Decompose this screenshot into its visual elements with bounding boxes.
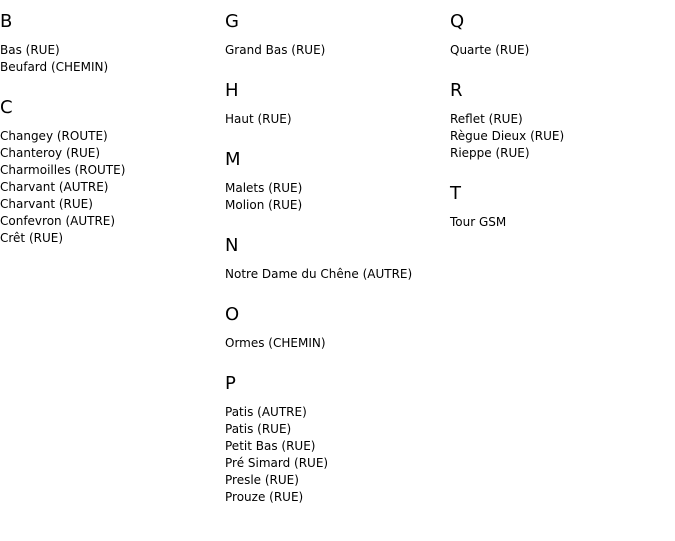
street-link[interactable]: Confevron (AUTRE): [0, 214, 116, 228]
street-link[interactable]: Charvant (RUE): [0, 197, 93, 211]
street-link[interactable]: Reflet (RUE): [450, 112, 523, 126]
group-spacer: [450, 162, 675, 172]
street-link[interactable]: Crêt (RUE): [0, 231, 64, 245]
letter-heading: M: [225, 149, 241, 170]
street-column: [225, 0, 450, 516]
group-spacer: [0, 76, 225, 86]
street-link[interactable]: Règue Dieux (RUE): [450, 129, 565, 143]
street-link[interactable]: Beufard (CHEMIN): [0, 60, 109, 74]
street-list: [0, 128, 225, 247]
letter-group-b: [0, 12, 225, 86]
street-column: [0, 0, 225, 257]
letter-group-r: [450, 81, 675, 172]
letter-heading: T: [450, 183, 461, 204]
street-link[interactable]: Quarte (RUE): [450, 43, 530, 57]
street-link[interactable]: Presle (RUE): [225, 473, 299, 487]
letter-heading: O: [225, 304, 240, 325]
street-link[interactable]: Patis (RUE): [225, 422, 292, 436]
group-spacer: [450, 231, 675, 241]
street-link[interactable]: Changey (ROUTE): [0, 129, 108, 143]
street-link[interactable]: Petit Bas (RUE): [225, 439, 316, 453]
group-spacer: [225, 352, 450, 362]
letter-group-t: [450, 184, 675, 241]
letter-heading: H: [225, 80, 239, 101]
street-link[interactable]: Ormes (CHEMIN): [225, 336, 326, 350]
letter-group-p: [225, 374, 450, 516]
street-list: [450, 111, 675, 162]
letter-group-m: [225, 150, 450, 224]
street-column: [450, 0, 675, 241]
letter-heading: P: [225, 373, 236, 394]
street-link[interactable]: Pré Simard (RUE): [225, 456, 329, 470]
street-list: [225, 42, 450, 59]
street-link[interactable]: Bas (RUE): [0, 43, 60, 57]
street-link[interactable]: Rieppe (RUE): [450, 146, 530, 160]
street-link[interactable]: Tour GSM: [450, 215, 507, 229]
street-link[interactable]: Chanteroy (RUE): [0, 146, 101, 160]
street-list: [225, 335, 450, 352]
group-spacer: [225, 283, 450, 293]
letter-group-n: [225, 236, 450, 293]
letter-group-g: [225, 12, 450, 69]
letter-group-c: [0, 98, 225, 257]
group-spacer: [0, 247, 225, 257]
street-link[interactable]: Notre Dame du Chêne (AUTRE): [225, 267, 413, 281]
letter-heading: N: [225, 235, 239, 256]
letter-heading: B: [0, 11, 13, 32]
group-spacer: [225, 506, 450, 516]
street-list: [450, 214, 675, 231]
street-link[interactable]: Haut (RUE): [225, 112, 292, 126]
street-list: [0, 42, 225, 76]
street-list: [225, 111, 450, 128]
group-spacer: [225, 214, 450, 224]
letter-heading: G: [225, 11, 239, 32]
letter-group-o: [225, 305, 450, 362]
letter-heading: R: [450, 80, 463, 101]
group-spacer: [450, 59, 675, 69]
letter-heading: C: [0, 97, 13, 118]
street-list: [225, 404, 450, 506]
street-link[interactable]: Patis (AUTRE): [225, 405, 307, 419]
letter-group-q: [450, 12, 675, 69]
street-list: [225, 266, 450, 283]
street-link[interactable]: Charvant (AUTRE): [0, 180, 109, 194]
street-link[interactable]: Molion (RUE): [225, 198, 303, 212]
letter-heading: Q: [450, 11, 465, 32]
street-link[interactable]: Malets (RUE): [225, 181, 303, 195]
street-link[interactable]: Prouze (RUE): [225, 490, 304, 504]
street-link[interactable]: Charmoilles (ROUTE): [0, 163, 126, 177]
letter-group-h: [225, 81, 450, 138]
group-spacer: [225, 59, 450, 69]
street-link[interactable]: Grand Bas (RUE): [225, 43, 326, 57]
group-spacer: [225, 128, 450, 138]
street-list: [450, 42, 675, 59]
street-list: [225, 180, 450, 214]
